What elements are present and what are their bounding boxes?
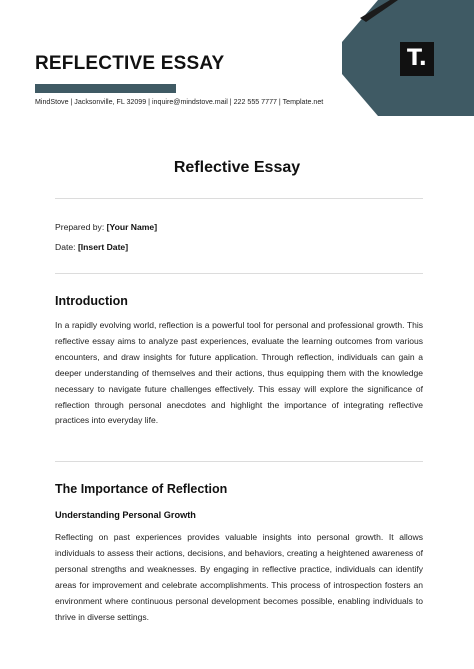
divider bbox=[55, 198, 423, 199]
document-title: Reflective Essay bbox=[173, 159, 301, 176]
prepared-by-label: Prepared by: bbox=[55, 222, 105, 232]
importance-body: Reflecting on past experiences provides valuable insights into personal growth. It allows individuals to assess their actions, decisions, and behaviors, creating a heightened awareness of personal strengths and weaknesses. By engaging in reflective practice, individuals can identify areas for improvement and celebrate accomplishments. This process of introspection fosters an environment where continuous personal development becomes possible, enabling individuals to thrive in diverse settings. bbox=[55, 532, 423, 622]
logo-letter: T. bbox=[406, 46, 428, 71]
date-label: Date: bbox=[55, 242, 76, 252]
header-accent-bar bbox=[35, 84, 176, 93]
date-value: [Insert Date] bbox=[77, 242, 129, 252]
prepared-by-value: [Your Name] bbox=[106, 222, 158, 232]
date-line bbox=[55, 242, 128, 252]
prepared-by-line bbox=[55, 222, 157, 232]
introduction-heading: Introduction bbox=[55, 294, 128, 308]
importance-heading: The Importance of Reflection bbox=[55, 482, 228, 496]
header-contact-line: MindStove | Jacksonville, FL 32099 | inquire@mindstove.mail | 222 555 7777 | Template.net bbox=[35, 98, 324, 106]
logo-icon bbox=[400, 42, 434, 76]
introduction-body: In a rapidly evolving world, reflection is a powerful tool for personal and professional growth. This reflective essay aims to analyze past experiences, evaluate the learning outcomes from various encounters, and draw insights for future application. Through reflection, individuals can gain a deeper understanding of themselves and their actions, thus equipping them with the knowledge necessary to navigate future challenges effectively. This essay will explore the significance of reflection through personal anecdotes and highlight the importance of integrating reflective practices into everyday life. bbox=[55, 320, 423, 426]
divider bbox=[55, 273, 423, 274]
importance-subheading: Understanding Personal Growth bbox=[55, 510, 196, 520]
header-title: REFLECTIVE ESSAY bbox=[35, 53, 225, 74]
divider bbox=[55, 461, 423, 462]
